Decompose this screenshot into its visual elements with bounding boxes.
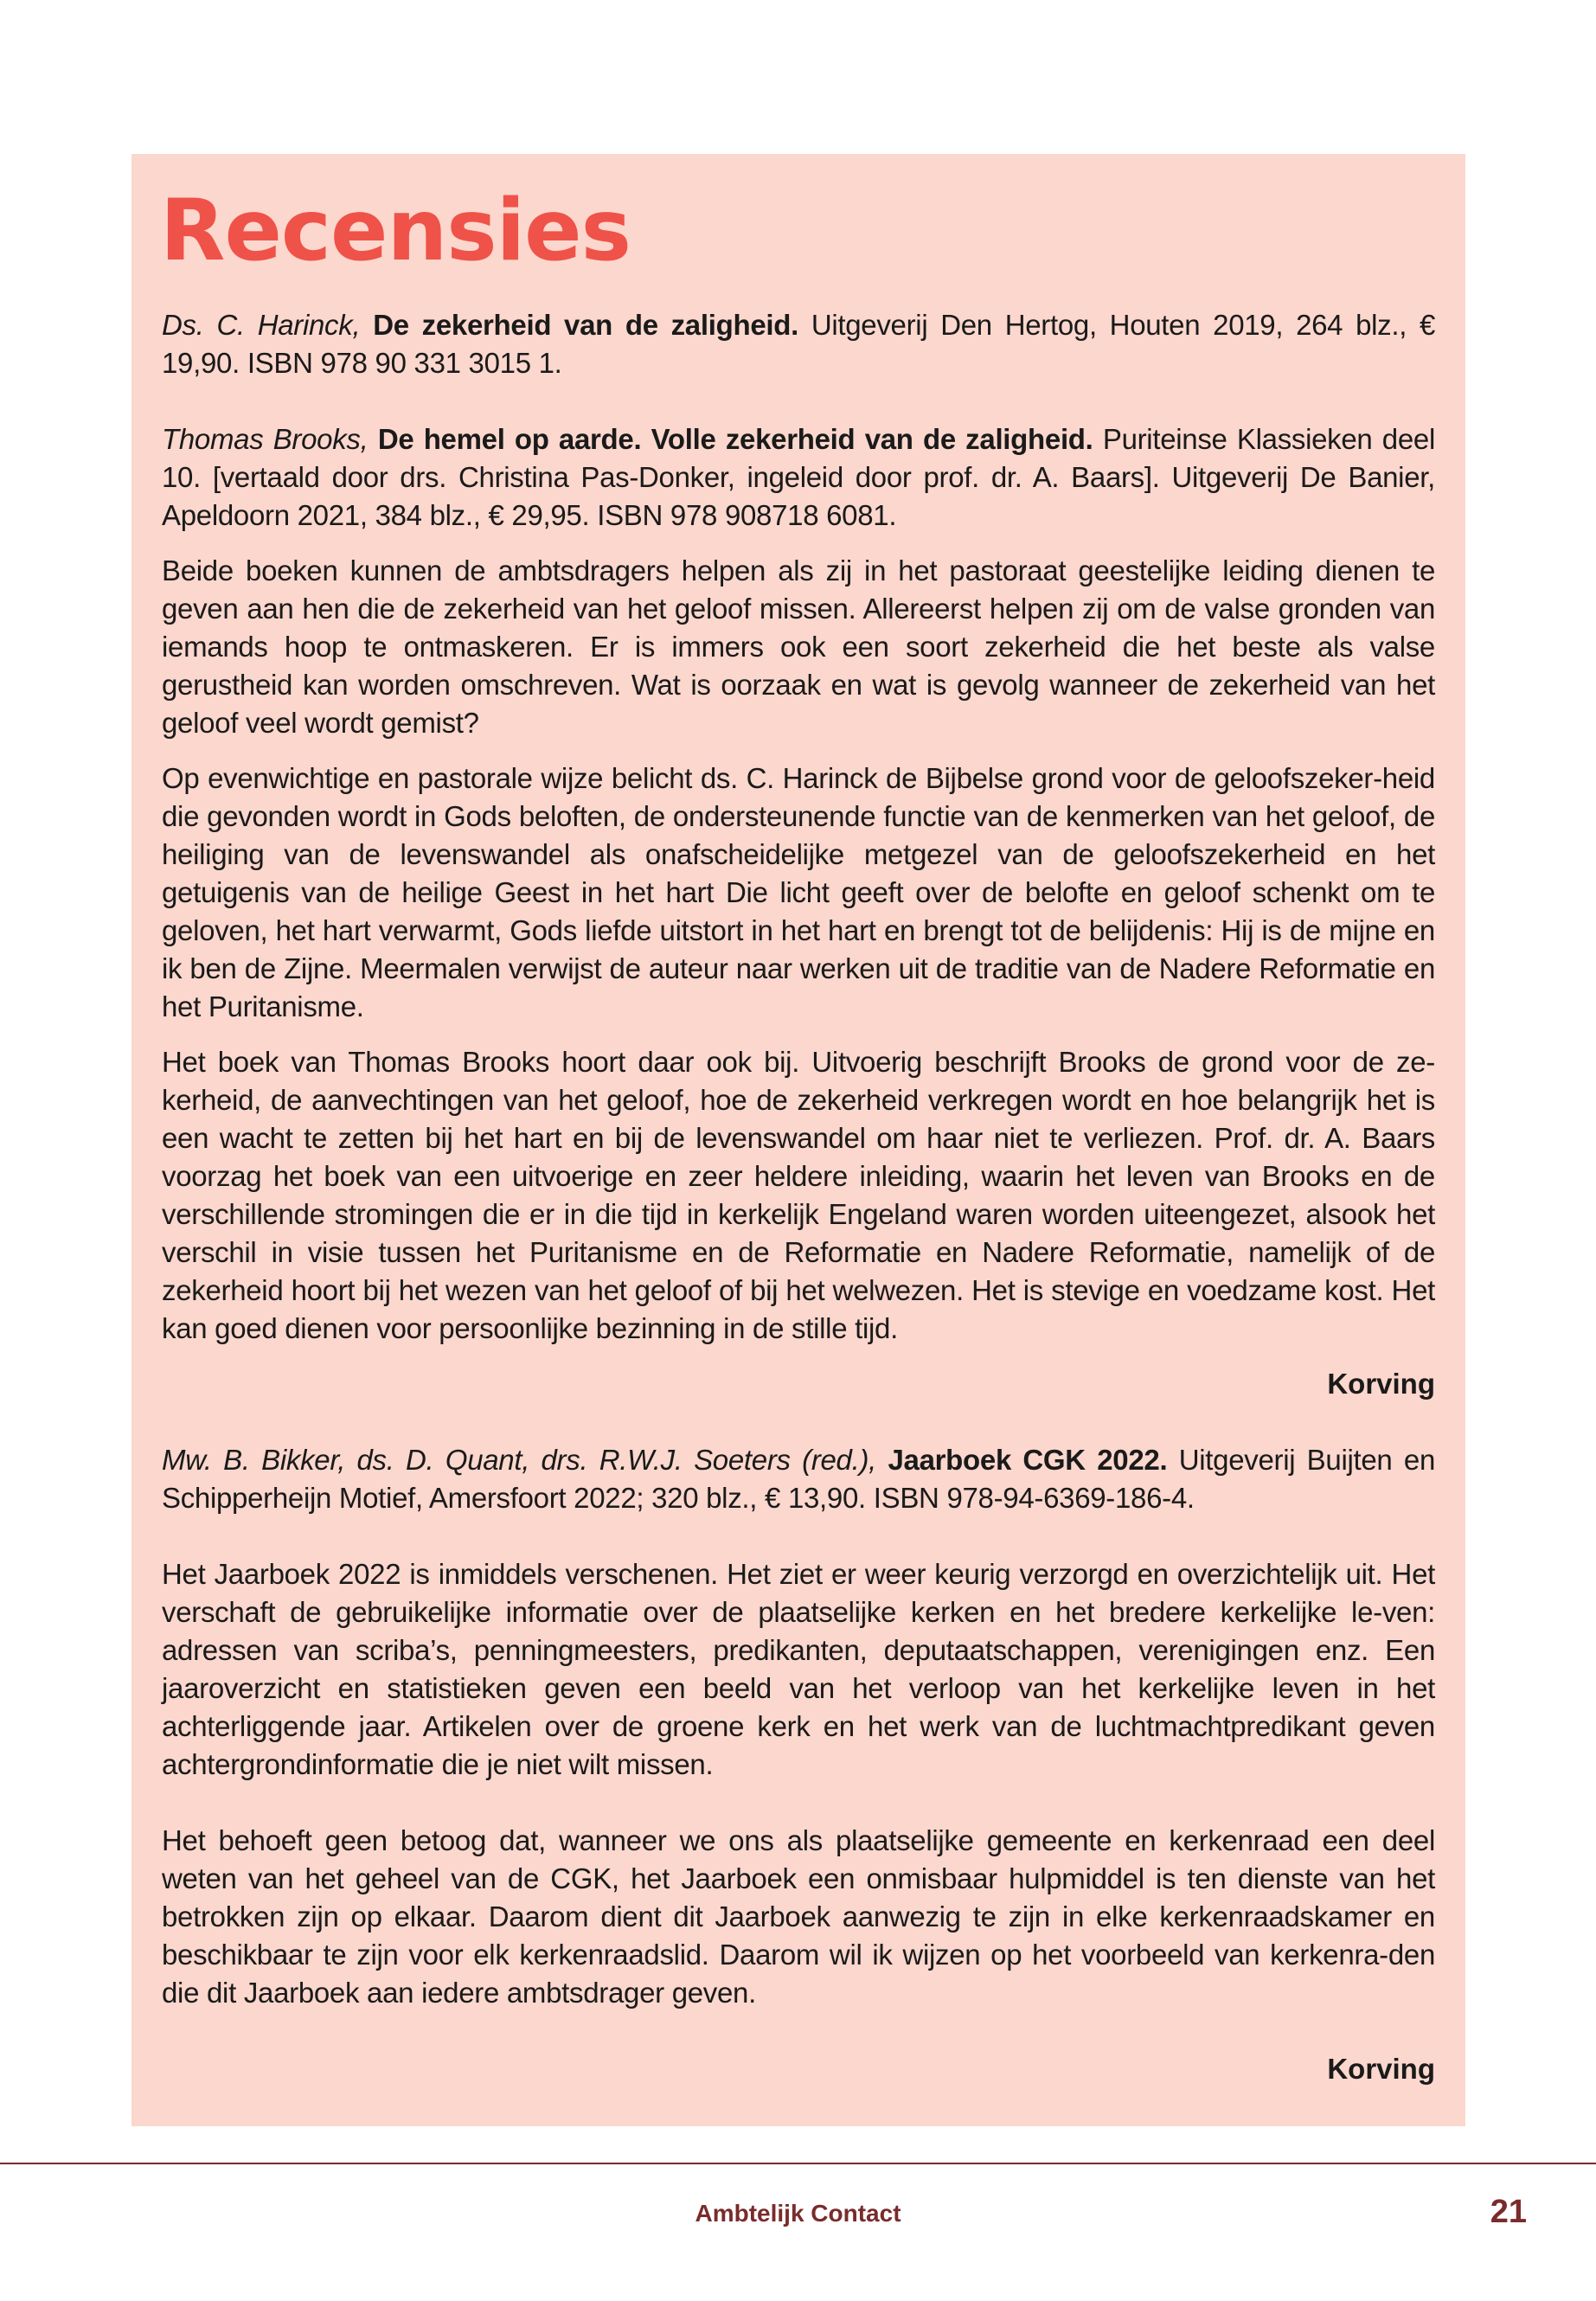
book-citation-jaarboek xyxy=(162,1441,1435,1517)
footer-magazine-name: Ambtelijk Contact xyxy=(695,2200,901,2227)
citation-author: Mw. B. Bikker, ds. D. Quant, drs. R.W.J. Soeters (red.), xyxy=(162,1444,877,1476)
citation-details: Uitgeverij Buijten en Schipperheijn Motief, Amersfoort 2022; 320 blz., € 13,90. ISBN 978-94-6369-186-4. xyxy=(162,1444,1435,1514)
citation-details: Puriteinse Klassieken deel 10. [vertaald door drs. Christina Pas-Donker, ingeleid door prof. dr. A. Baars]. Uitgeverij De Banier, Apeldoorn 2021, 384 blz., € 29,95. ISBN 978 908718 6081. xyxy=(162,423,1435,531)
reviews-panel xyxy=(131,154,1465,2126)
book-citation-brooks xyxy=(162,420,1435,535)
review-paragraph: Het boek van Thomas Brooks hoort daar ook bij. Uitvoerig beschrijft Brooks de grond voor de ze-kerheid, de aanvechtingen van het geloof, hoe de zekerheid verkregen wordt en hoe belangrijk het is een wacht te zetten bij het hart en bij de levenswandel om haar niet te verliezen. Prof. dr. A. Baars voorzag het boek van een uitvoerige en zeer heldere inleiding, waarin het leven van Brooks en de verschillende stromingen die er in die tijd in kerkelijk Engeland waren worden uiteengezet, alsook het verschil in visie tussen het Puritanisme en de Reformatie en Nadere Reformatie, namelijk of de zekerheid hoort bij het wezen van het geloof of bij het welwezen. Het is stevige en voedzame kost. Het kan goed dienen voor persoonlijke bezinning in de stille tijd. xyxy=(162,1046,1435,1344)
book-citation-harinck xyxy=(162,306,1435,382)
citation-details: Uitgeverij Den Hertog, Houten 2019, 264 blz., € 19,90. ISBN 978 90 331 3015 1. xyxy=(162,309,1436,379)
review-paragraph: Beide boeken kunnen de ambtsdragers helpen als zij in het pastoraat geestelijke leiding dienen te geven aan hen die de zekerheid van het geloof missen. Allereerst helpen zij om de valse gronden van iemands hoop te ontmaskeren. Er is immers ook een soort zekerheid die het beste als valse gerustheid kan worden omschreven. Wat is oorzaak en wat is gevolg wanneer de zekerheid van het geloof veel wordt gemist? xyxy=(162,554,1435,739)
page-number: 21 xyxy=(1490,2194,1527,2230)
citation-author: Thomas Brooks, xyxy=(162,423,369,455)
citation-title: De zekerheid van de zaligheid. xyxy=(373,309,798,341)
citation-author: Ds. C. Harinck, xyxy=(162,309,361,341)
review-paragraph: Het Jaarboek 2022 is inmiddels verschenen. Het ziet er weer keurig verzorgd en overzichtelijk uit. Het verschaft de gebruikelijke informatie over de plaatselijke kerken en het bredere kerkelijke le-ven: adressen van scriba’s, penningmeesters, predikanten, deputaatschappen, verenigingen enz. Een jaaroverzicht en statistieken geven een beeld van het verloop van het kerkelijke leven in het achterliggende jaar. Artikelen over de groene kerk en het werk van de luchtmachtpredikant geven achtergrondinformatie die je niet wilt missen. xyxy=(162,1558,1435,1780)
review-signature: Korving xyxy=(1327,2053,1435,2085)
citation-title: Jaarboek CGK 2022. xyxy=(888,1444,1168,1476)
review-paragraph: Het behoeft geen betoog dat, wanneer we ons als plaatselijke gemeente en kerkenraad een deel weten van het geheel van de CGK, het Jaarboek een onmisbaar hulpmiddel is ten dienste van het betrokken zijn op elkaar. Daarom dient dit Jaarboek aanwezig te zijn in elke kerkenraadskamer en beschikbaar te zijn voor elk kerkenraadslid. Daarom wil ik wijzen op het voorbeeld van kerkenra-den die dit Jaarboek aan iedere ambtsdrager geven. xyxy=(162,1824,1435,2009)
page-title: Recensies xyxy=(160,182,631,280)
citation-title: De hemel op aarde. Volle zekerheid van de zaligheid. xyxy=(377,423,1093,455)
review-signature: Korving xyxy=(1327,1368,1435,1400)
footer-divider xyxy=(0,2163,1596,2164)
review-paragraph: Op evenwichtige en pastorale wijze belicht ds. C. Harinck de Bijbelse grond voor de geloofszeker-heid die gevonden wordt in Gods beloften, de ondersteunende functie van de kenmerken van het geloof, de heiliging van de levenswandel als onafscheidelijke metgezel van de geloofszekerheid en het getuigenis van de heilige Geest in het hart Die licht geeft over de belofte en geloof schenkt om te geloven, het hart verwarmt, Gods liefde uitstort in het hart en brengt tot de belijdenis: Hij is de mijne en ik ben de Zijne. Meermalen verwijst de auteur naar werken uit de traditie van de Nadere Reformatie en het Puritanisme. xyxy=(162,762,1435,1022)
